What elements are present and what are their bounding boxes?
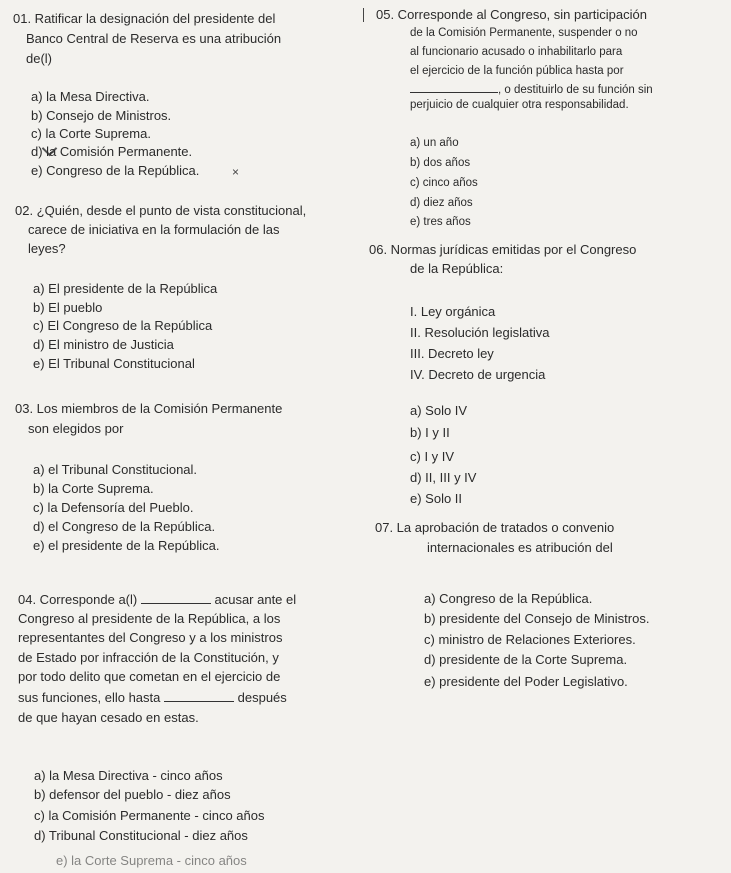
q06-item-1: I. Ley orgánica	[410, 304, 496, 319]
q06-stem-line2: de la República:	[410, 261, 504, 276]
q06-item-2: II. Resolución legislativa	[410, 325, 550, 340]
q07-option-d: d) presidente de la Corte Suprema.	[424, 652, 628, 667]
q05-option-c: c) cinco años	[410, 177, 478, 189]
q02-option-e: e) El Tribunal Constitucional	[33, 356, 195, 371]
q03-option-c: c) la Defensoría del Pueblo.	[33, 500, 194, 515]
q01-option-a: a) la Mesa Directiva.	[31, 89, 150, 104]
q04-answer-blank-1	[141, 591, 211, 604]
q04-option-b: b) defensor del pueblo - diez años	[34, 787, 231, 802]
q06-option-e: e) Solo II	[410, 491, 463, 506]
q04-stem-line6-end: después	[237, 690, 287, 705]
q03-option-a: a) el Tribunal Constitucional.	[33, 462, 198, 477]
q04-stem-line4: de Estado por infracción de la Constitución, y	[18, 650, 279, 665]
q04-option-a: a) la Mesa Directiva - cinco años	[34, 768, 223, 783]
q04-stem-line7: de que hayan cesado en estas.	[18, 710, 199, 725]
q01-stem-line3: de(l)	[26, 51, 53, 66]
q01-option-c: c) la Corte Suprema.	[31, 126, 151, 141]
column-divider	[363, 8, 364, 22]
q04-option-d: d) Tribunal Constitucional - diez años	[34, 828, 248, 843]
q06-item-4: IV. Decreto de urgencia	[410, 367, 546, 382]
q03-stem-line2: son elegidos por	[28, 421, 124, 436]
q02-option-a: a) El presidente de la República	[33, 281, 218, 296]
q07-option-e: e) presidente del Poder Legislativo.	[424, 674, 628, 689]
q07-stem-line2: internacionales es atribución del	[427, 540, 613, 555]
q06-option-a: a) Solo IV	[410, 403, 468, 418]
q05-option-b: b) dos años	[410, 157, 471, 169]
q06-item-3: III. Decreto ley	[410, 346, 494, 361]
q07-option-a: a) Congreso de la República.	[424, 591, 593, 606]
q04-stem-line1	[18, 591, 296, 608]
q04-option-c: c) la Comisión Permanente - cinco años	[34, 808, 265, 823]
q03-option-b: b) la Corte Suprema.	[33, 481, 154, 496]
q04-stem-line3: representantes del Congreso y a los ministros	[18, 630, 283, 645]
q01-option-e: e) Congreso de la República.	[31, 163, 200, 178]
q07-stem-line1: 07. La aprobación de tratados o convenio	[375, 520, 615, 535]
q01-option-d: d) la Comisión Permanente.	[31, 144, 193, 159]
q05-stem-line5	[410, 80, 653, 98]
q02-stem-line1: 02. ¿Quién, desde el punto de vista constitucional,	[15, 203, 307, 218]
q02-stem-line2: carece de iniciativa en la formulación de las	[28, 222, 280, 237]
q05-stem-line1: 05. Corresponde al Congreso, sin participación	[376, 7, 647, 22]
q07-option-b: b) presidente del Consejo de Ministros.	[424, 611, 650, 626]
q03-option-e: e) el presidente de la República.	[33, 538, 220, 553]
q06-option-b: b) I y II	[410, 425, 450, 440]
q05-answer-blank	[410, 80, 498, 93]
q05-stem-line4: el ejercicio de la función pública hasta por	[410, 65, 624, 77]
q05-stem-line6: perjuicio de cualquier otra responsabilidad.	[410, 99, 629, 111]
q02-option-b: b) El pueblo	[33, 300, 103, 315]
q07-option-c: c) ministro de Relaciones Exteriores.	[424, 632, 636, 647]
q06-option-c: c) I y IV	[410, 449, 455, 464]
cross-mark-icon: ×	[232, 165, 240, 179]
q04-stem-line6	[18, 689, 287, 706]
q05-stem-line2: de la Comisión Permanente, suspender o no	[410, 27, 638, 39]
q02-option-c: c) El Congreso de la República	[33, 318, 213, 333]
q01-option-b: b) Consejo de Ministros.	[31, 108, 172, 123]
q04-stem-line6-start: sus funciones, ello hasta	[18, 690, 161, 705]
q05-option-e: e) tres años	[410, 216, 471, 228]
q04-option-e: e) la Corte Suprema - cinco años	[56, 853, 247, 868]
q03-stem-line1: 03. Los miembros de la Comisión Permanente	[15, 401, 283, 416]
q04-stem-line5: por todo delito que cometan en el ejercicio de	[18, 669, 281, 684]
q02-stem-line3: leyes?	[28, 241, 66, 256]
q04-stem-line1-end: acusar ante el	[214, 592, 297, 607]
q04-stem-line1-start: 04. Corresponde a(l)	[18, 592, 138, 607]
q05-option-d: d) diez años	[410, 197, 473, 209]
q06-option-d: d) II, III y IV	[410, 470, 477, 485]
q05-stem-line5-text: , o destituirlo de su función sin	[498, 84, 653, 96]
q02-option-d: d) El ministro de Justicia	[33, 337, 174, 352]
q05-stem-line3: al funcionario acusado o inhabilitarlo para	[410, 46, 623, 58]
q01-stem-line1: 01. Ratificar la designación del presidente del	[13, 11, 276, 26]
q06-stem-line1: 06. Normas jurídicas emitidas por el Congreso	[369, 242, 637, 257]
q03-option-d: d) el Congreso de la República.	[33, 519, 216, 534]
q05-option-a: a) un año	[410, 137, 459, 149]
q01-stem-line2: Banco Central de Reserva es una atribución	[26, 31, 282, 46]
q04-answer-blank-2	[164, 689, 234, 702]
q04-stem-line2: Congreso al presidente de la República, a los	[18, 611, 281, 626]
